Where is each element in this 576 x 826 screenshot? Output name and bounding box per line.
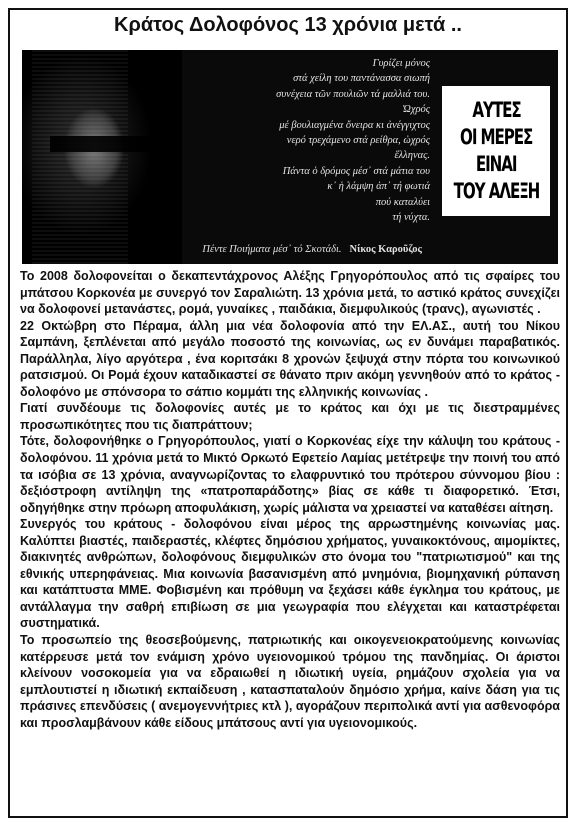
slogan-line: ΕΙΝΑΙ — [475, 152, 517, 176]
paragraph: Γιατί συνδέουμε τις δολοφονίες αυτές με το κράτος και όχι με τις διεστραμμένες προσωπικότητες που τις διαπράττουν; — [20, 401, 560, 432]
poem-line: κ᾽ ἡ λάμψη ἀπ᾽ τή φωτιά — [327, 181, 430, 193]
leaflet-frame — [8, 8, 568, 818]
poem-credit-source: Πέντε Ποιήματα μέσ᾽ τό Σκοτάδι. — [202, 244, 342, 255]
poem-block — [234, 56, 430, 225]
slogan-box — [442, 86, 550, 216]
poem-line: Γυρίζει μόνος — [372, 58, 430, 69]
poem-line: ἕλληνας. — [394, 150, 430, 162]
poem-line: συνέχεια τῶν πουλιῶν τά μαλλιά του. — [276, 88, 430, 100]
poem-line: Πάντα ὁ δρόμος μέσ᾽ στά μάτια του — [282, 165, 430, 177]
slogan-line: ΑΥΤΕΣ — [471, 98, 521, 122]
paragraph: Συνεργός του κράτους - δολοφόνου είναι μέρος της αρρωστημένης κοινωνίας μας. Καλύπτει βιαστές, παιδεραστές, κλέφτες δημόσιου χρήματος, γυναικοκτόνους, αιμομίκτες, διακινητές ανθρώπων, δολοφόνους διεμφυλικών στο όνομα του "πατριωτισμού" και της εθνικής υπερηφάνειας. Μια κοινωνία βασανισμένη από μνημόνια, βιομηχανική ρύπανση και κατάπτυστα ΜΜΕ. Φοβισμένη και πρόθυμη να ξεχάσει κάθε έγκλημα του κράτους, με αντάλλαγμα την σαθρή επιβίωση σε μια γεωγραφία που ελέγχεται και καταστρέφεται συστηματικά. — [20, 517, 560, 631]
poem-line: μέ βουλιαγμένα ὄνειρα κι ἀνέγγιχτος — [279, 119, 430, 131]
poem-credit — [152, 244, 422, 255]
poem-line: Ὠχρός — [402, 104, 430, 116]
paragraph: Το προσωπείο της θεοσεβούμενης, πατριωτικής και οικογενειοκρατούμενης κοινωνίας κατέρρευσε μετά τον ενάμιση χρόνο υγειονομικού τρόμου της πανδημίας. Οι άριστοι κλείνουν νοσοκομεία για να εδραιωθεί η ιδιωτική υγεία, ρημάζουν σχολεία για να εμπλουτιστεί η ιδιωτική εκπαίδευση , κατασπαταλούν δημόσιο χρήμα, καίνε δάση για τις πράσινες επενδύσεις ( ανεμογεννήτριες κτλ ), αγοράζουν περιπολικά αντί για ασθενοφόρα και προσλαμβάνουν κάθε είδους μπάτσους αντί για υγειονομικούς. — [20, 633, 560, 730]
paragraph: 22 Οκτώβρη στο Πέραμα, άλλη μια νέα δολοφονία από την ΕΛ.ΑΣ., αυτή του Νίκου Σαμπάνη, ξεπλένεται από μεγάλο ποσοστό της κοινωνίας, ως εν δυνάμει παραβατικός. Παράλληλα, λίγο αργότερα , ένα κοριτσάκι 8 χρονών ξεψυχά στην πόρτα του κοινωνικού ρατσισμού. Οι Ρομά έχουν καταδικαστεί σε θάνατο πριν ακόμη γεννηθούν από το κράτος - δολοφόνο με σπόνσορα το σάπιο κομμάτι της ελληνικής κοινωνίας . — [20, 318, 560, 399]
article-body — [20, 268, 560, 731]
paragraph: Το 2008 δολοφονείται ο δεκαπεντάχρονος Αλέξης Γρηγορόπουλος από τις σφαίρες του μπάτσου Κορκονέα με συνεργό τον Σαραλιώτη. 13 χρόνια μετά, το αστικό κράτος συνεχίζει να δολοφονεί μετανάστες, ρομά, γυναίκες , παιδάκια, διεμφυλικούς (τρανς), αγωνιστές . — [20, 269, 560, 317]
poem-credit-author: Νίκος Καροῦζος — [349, 244, 422, 255]
portrait-eye-bar — [50, 136, 158, 152]
poem-line: πού καταλύει — [375, 196, 430, 208]
page-title: Κράτος Δολοφόνος 13 χρόνια μετά .. — [114, 14, 462, 36]
portrait-texture — [32, 50, 128, 264]
header-banner — [22, 50, 558, 264]
slogan-line: ΤΟΥ ΑΛΕΞΗ — [453, 179, 539, 203]
poem-line: νερό τρεχάμενο στά ρείθρα, ὠχρός — [286, 135, 430, 147]
poem-line: στά χείλη του παντάνασσα σιωπή — [293, 73, 430, 85]
slogan-line: ΟΙ ΜΕΡΕΣ — [459, 125, 533, 149]
poem-line: τή νύχτα. — [392, 212, 430, 224]
paragraph: Τότε, δολοφονήθηκε ο Γρηγορόπουλος, γιατί ο Κορκονέας είχε την κάλυψη του κράτους - δολοφόνου. 11 χρόνια μετά το Μικτό Ορκωτό Εφετείο Λαμίας μετέτρεψε την ποινή του από τα ισόβια σε 13 χρόνια, αναγνωρίζοντας το ελαφρυντικό του πρότερου σύννομου βίου : δεξιόστροφη αντίληψη της «πατροπαράδοτης» βίας σε κάθε τι διαφορετικό. Έτσι, οδηγήθηκε στην πρόωρη αποφυλάκιση, χωρίς μάλιστα να χρειαστεί να καταθέσει αίτηση. — [20, 434, 560, 515]
